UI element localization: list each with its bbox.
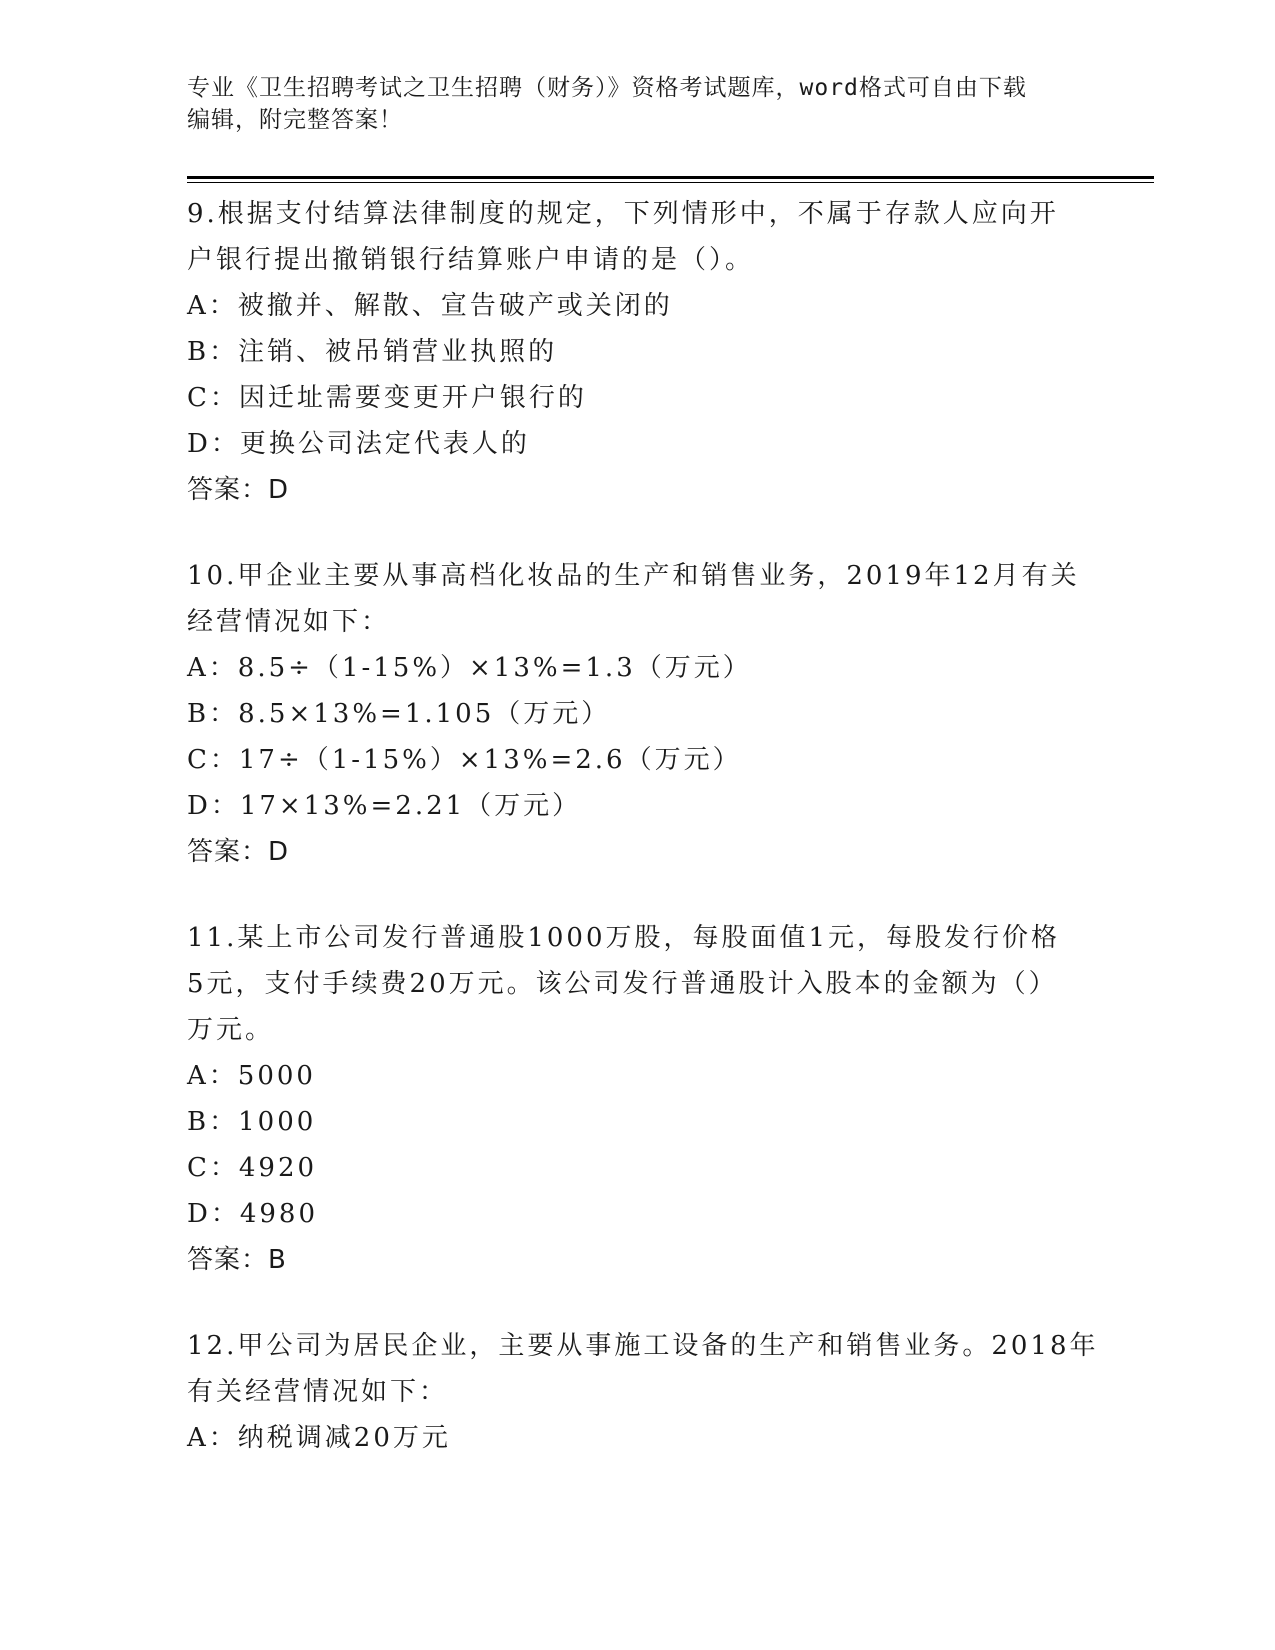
- question-12: [187, 1323, 1099, 1461]
- question-text-line: 户银行提出撤销银行结算账户申请的是（）。: [187, 245, 755, 275]
- option-b: B：注销、被吊销营业执照的: [187, 337, 558, 367]
- question-text-line: 10.甲企业主要从事高档化妆品的生产和销售业务，2019年12月有关: [187, 561, 1080, 591]
- option-d: D：4980: [187, 1199, 319, 1229]
- answer: 答案：D: [187, 475, 290, 505]
- header-divider-thick: [187, 176, 1154, 179]
- option-c: C：17÷（1-15%）×13%=2.6（万元）: [187, 745, 742, 775]
- question-text-line: 12.甲公司为居民企业，主要从事施工设备的生产和销售业务。2018年: [187, 1331, 1099, 1361]
- option-a: A：被撤并、解散、宣告破产或关闭的: [187, 291, 673, 321]
- question-10: [187, 553, 1087, 875]
- document-header: [187, 72, 1087, 136]
- answer: 答案：D: [187, 837, 290, 867]
- option-a: A：8.5÷（1-15%）×13%=1.3（万元）: [187, 653, 752, 683]
- header-line-1: 专业《卫生招聘考试之卫生招聘（财务）》资格考试题库，word格式可自由下载: [187, 75, 1027, 101]
- question-11: [187, 915, 1087, 1283]
- option-b: B：8.5×13%=1.105（万元）: [187, 699, 611, 729]
- question-text-line: 5元，支付手续费20万元。该公司发行普通股计入股本的金额为（）: [187, 969, 1058, 999]
- answer: 答案：B: [187, 1245, 287, 1275]
- option-a: A：纳税调减20万元: [187, 1423, 451, 1453]
- question-text-line: 11.某上市公司发行普通股1000万股，每股面值1元，每股发行价格: [187, 923, 1061, 953]
- header-divider-thin: [187, 182, 1154, 183]
- header-line-2: 编辑，附完整答案！: [187, 107, 403, 133]
- option-d: D：更换公司法定代表人的: [187, 429, 530, 459]
- question-list: [187, 191, 1099, 1501]
- option-b: B：1000: [187, 1107, 317, 1137]
- question-9: [187, 191, 1087, 513]
- question-text-line: 万元。: [187, 1015, 275, 1045]
- option-c: C：4920: [187, 1153, 318, 1183]
- option-a: A：5000: [187, 1061, 316, 1091]
- question-text-line: 9.根据支付结算法律制度的规定，下列情形中，不属于存款人应向开: [187, 199, 1059, 229]
- question-text-line: 经营情况如下：: [187, 607, 391, 637]
- option-c: C：因迁址需要变更开户银行的: [187, 383, 587, 413]
- option-d: D：17×13%=2.21（万元）: [187, 791, 582, 821]
- question-text-line: 有关经营情况如下：: [187, 1377, 449, 1407]
